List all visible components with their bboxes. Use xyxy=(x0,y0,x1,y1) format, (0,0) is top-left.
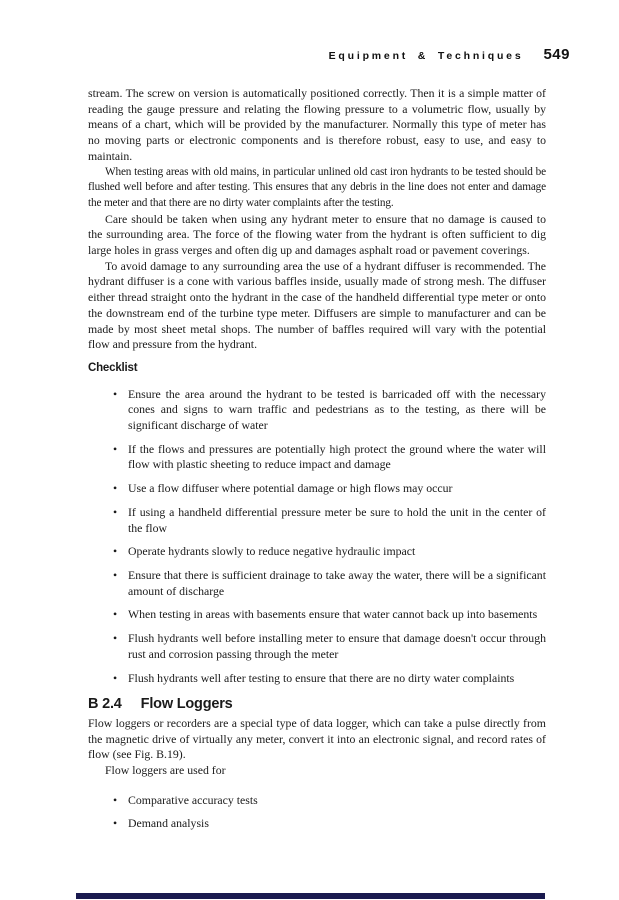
section-title: Flow Loggers xyxy=(140,696,233,713)
section-number: B 2.4 xyxy=(88,696,122,713)
checklist-item: • When testing in areas with basements ensure that water cannot back up into basements xyxy=(128,607,546,623)
usage-item: • Comparative accuracy tests xyxy=(128,793,546,809)
text-column xyxy=(88,86,546,832)
checklist-item: • Ensure that there is sufficient drainage to take away the water, there will be a significant amount of discharge xyxy=(128,568,546,599)
paragraph: Care should be taken when using any hydrant meter to ensure that no damage is caused to the surrounding area. The force of the flowing water from the hydrant is often sufficient to dig large holes in grass verges and often dig up and damages asphalt road or pavement coverings. xyxy=(88,211,546,258)
page-number: 549 xyxy=(543,46,570,63)
page-header xyxy=(88,46,570,63)
usage-item: • Demand analysis xyxy=(128,816,546,832)
checklist-item: • Flush hydrants well before installing meter to ensure that damage doesn't occur through rust and corrosion passing through the meter xyxy=(128,631,546,662)
header-title: Equipment & Techniques xyxy=(328,50,524,62)
checklist-item: • If the flows and pressures are potentially high protect the ground where the water will flow with plastic sheeting to reduce impact and damage xyxy=(128,442,546,473)
paragraph: To avoid damage to any surrounding area the use of a hydrant diffuser is recommended. The hydrant diffuser is a cone with various baffles inside, usually made of strong mesh. The diffuser either thread straight onto the hydrant in the case of the handheld differential type meter or onto the downstream end of the turbine type meter. Diffusers are simple to manufacturer and can be made by most sheet metal shops. The number of baffles required will vary with the potential flow and pressure from the hydrant. xyxy=(88,258,546,352)
section-heading xyxy=(88,697,546,713)
checklist-item: • Ensure the area around the hydrant to be tested is barricaded off with the necessary cones and signs to warn traffic and pedestrians as to the testing, as there will be significant discharge of water xyxy=(128,387,546,434)
checklist xyxy=(88,387,546,687)
scan-artifact-bar xyxy=(76,893,545,899)
paragraph: stream. The screw on version is automatically positioned correctly. Then it is a simple matter of reading the gauge pressure and relating the flowing pressure to a volumetric flow, usually by means of a chart, which will be provided by the manufacturer. Normally this type of meter has no moving parts or electronic components and is therefore robust, easy to use, and easy to maintain. xyxy=(88,86,546,163)
section-intro: Flow loggers or recorders are a special type of data logger, which can take a pulse directly from the magnetic drive of virtually any meter, convert it into an electronic signal, and record rates of flow (see Fig. B.19). xyxy=(88,715,546,762)
checklist-item: • Use a flow diffuser where potential damage or high flows may occur xyxy=(128,481,546,497)
checklist-item: • If using a handheld differential pressure meter be sure to hold the unit in the center of the flow xyxy=(128,505,546,536)
usage-list xyxy=(88,793,546,832)
paragraph: When testing areas with old mains, in particular unlined old cast iron hydrants to be tested should be flushed well before and after testing. This ensures that any debris in the line does not enter and damage the meter and that there are no dirty water complaints after the testing. xyxy=(88,165,546,209)
checklist-item: • Flush hydrants well after testing to ensure that there are no dirty water complaints xyxy=(128,671,546,687)
list-lead-in: Flow loggers are used for xyxy=(105,763,226,778)
checklist-heading: Checklist xyxy=(88,361,138,374)
checklist-item: • Operate hydrants slowly to reduce negative hydraulic impact xyxy=(128,544,546,560)
